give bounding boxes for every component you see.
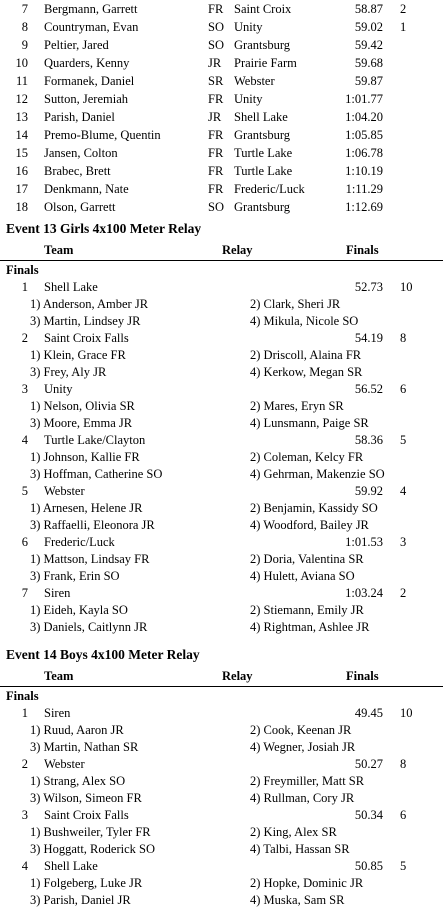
finals-time: 52.73	[354, 280, 383, 294]
relay-legs-row	[0, 773, 443, 790]
place: 8	[21, 20, 28, 34]
individual-results	[0, 0, 443, 216]
relay-leg: 1) Johnson, Kallie FR	[30, 450, 140, 464]
finals-time: 49.45	[354, 706, 383, 720]
athlete-name: Formanek, Daniel	[44, 74, 135, 88]
column-header	[0, 666, 443, 687]
team-name: Turtle Lake/Clayton	[44, 433, 146, 447]
points: 4	[400, 484, 407, 498]
points: 1	[400, 20, 407, 34]
relay-leg: 3) Hoggatt, Roderick SO	[30, 842, 155, 856]
team-name: Saint Croix Falls	[44, 331, 129, 345]
relay-leg: 2) Freymiller, Matt SR	[250, 774, 365, 788]
athlete-name: Bergmann, Garrett	[44, 2, 138, 16]
relay-leg: 4) Muska, Sam SR	[250, 893, 345, 907]
header-finals: Finals	[346, 669, 379, 683]
finals-time: 1:12.69	[345, 200, 383, 214]
relay-leg: 1) Strang, Alex SO	[30, 774, 126, 788]
result-row	[0, 72, 443, 90]
points: 3	[400, 535, 407, 549]
team-name: Siren	[44, 586, 71, 600]
relay-leg: 4) Mikula, Nicole SO	[250, 314, 359, 328]
relay-leg: 2) Mares, Eryn SR	[250, 399, 344, 413]
relay-leg: 4) Hulett, Aviana SO	[250, 569, 355, 583]
header-team: Team	[44, 243, 74, 257]
finals-time: 1:04.20	[345, 110, 383, 124]
place: 5	[21, 484, 28, 498]
section-label: Finals	[6, 689, 39, 703]
finals-time: 58.36	[354, 433, 383, 447]
finals-time: 50.85	[354, 859, 383, 873]
points: 2	[400, 586, 407, 600]
result-row	[0, 18, 443, 36]
result-row	[0, 180, 443, 198]
relay-leg: 4) Rightman, Ashlee JR	[250, 620, 370, 634]
relay-team-row	[0, 585, 443, 602]
relay-team-row	[0, 432, 443, 449]
athlete-name: Quarders, Kenny	[44, 56, 130, 70]
relay-leg: 4) Lunsmann, Paige SR	[250, 416, 369, 430]
place: 15	[15, 146, 28, 160]
team-name: Siren	[44, 706, 71, 720]
relay-leg: 2) Clark, Sheri JR	[250, 297, 341, 311]
school: Shell Lake	[234, 110, 288, 124]
relay-leg: 1) Folgeberg, Luke JR	[30, 876, 143, 890]
athlete-name: Premo-Blume, Quentin	[44, 128, 161, 142]
school: Frederic/Luck	[234, 182, 305, 196]
result-row	[0, 0, 443, 18]
relay-team-row	[0, 330, 443, 347]
finals-time: 56.52	[354, 382, 383, 396]
relay-team-row	[0, 483, 443, 500]
section-label: Finals	[6, 263, 39, 277]
relay-leg: 1) Eideh, Kayla SO	[30, 603, 128, 617]
finals-time: 59.92	[354, 484, 383, 498]
relay-leg: 1) Ruud, Aaron JR	[30, 723, 124, 737]
place: 4	[21, 859, 28, 873]
points: 5	[400, 859, 407, 873]
relay-leg: 4) Wegner, Josiah JR	[250, 740, 356, 754]
place: 1	[21, 280, 28, 294]
place: 11	[15, 74, 28, 88]
relay-leg: 1) Arnesen, Helene JR	[30, 501, 143, 515]
place: 3	[21, 382, 28, 396]
relay-leg: 3) Wilson, Simeon FR	[30, 791, 142, 805]
result-row	[0, 108, 443, 126]
header-relay: Relay	[222, 669, 253, 683]
relay-legs-row	[0, 313, 443, 330]
relay-leg: 3) Frank, Erin SO	[30, 569, 120, 583]
place: 4	[21, 433, 28, 447]
school: Turtle Lake	[234, 146, 293, 160]
relay-leg: 2) King, Alex SR	[250, 825, 337, 839]
points: 6	[400, 382, 407, 396]
athlete-year: FR	[208, 2, 224, 16]
finals-time: 1:03.24	[345, 586, 383, 600]
school: Unity	[234, 92, 263, 106]
relay-legs-row	[0, 466, 443, 483]
relay-legs-row	[0, 568, 443, 585]
relay-legs-row	[0, 551, 443, 568]
finals-time: 58.87	[354, 2, 383, 16]
relay-legs-row	[0, 500, 443, 517]
place: 3	[21, 808, 28, 822]
relay-team-row	[0, 279, 443, 296]
relay-leg: 4) Talbi, Hassan SR	[250, 842, 350, 856]
finals-time: 1:11.29	[345, 182, 383, 196]
place: 12	[15, 92, 28, 106]
athlete-year: JR	[208, 110, 222, 124]
place: 13	[15, 110, 28, 124]
relay-leg: 2) Stiemann, Emily JR	[250, 603, 364, 617]
team-name: Frederic/Luck	[44, 535, 115, 549]
result-row	[0, 36, 443, 54]
relay-legs-row	[0, 892, 443, 909]
athlete-year: SR	[208, 74, 224, 88]
relay-leg: 3) Daniels, Caitlynn JR	[30, 620, 148, 634]
place: 1	[21, 706, 28, 720]
relay-legs-row	[0, 619, 443, 636]
relay-leg: 2) Hopke, Dominic JR	[250, 876, 364, 890]
result-row	[0, 162, 443, 180]
school: Grantsburg	[234, 128, 291, 142]
relay-leg: 4) Gehrman, Makenzie SO	[250, 467, 385, 481]
result-row	[0, 126, 443, 144]
relay-team-row	[0, 807, 443, 824]
school: Saint Croix	[234, 2, 292, 16]
points: 10	[400, 280, 413, 294]
header-relay: Relay	[222, 243, 253, 257]
athlete-year: SO	[208, 200, 224, 214]
finals-time: 59.68	[354, 56, 383, 70]
relay-leg: 3) Moore, Emma JR	[30, 416, 133, 430]
relay-leg: 4) Rullman, Cory JR	[250, 791, 355, 805]
athlete-name: Olson, Garrett	[44, 200, 116, 214]
finals-time: 54.19	[354, 331, 383, 345]
finals-time: 1:10.19	[345, 164, 383, 178]
points: 8	[400, 757, 407, 771]
relay-legs-row	[0, 398, 443, 415]
athlete-year: JR	[208, 56, 222, 70]
relay-leg: 1) Klein, Grace FR	[30, 348, 126, 362]
event-section	[0, 218, 443, 636]
relay-team-row	[0, 381, 443, 398]
athlete-year: FR	[208, 92, 224, 106]
team-name: Shell Lake	[44, 280, 98, 294]
relay-leg: 3) Martin, Lindsey JR	[30, 314, 141, 328]
finals-time: 59.87	[354, 74, 383, 88]
place: 2	[21, 757, 28, 771]
place: 6	[21, 535, 28, 549]
place: 14	[15, 128, 28, 142]
result-row	[0, 54, 443, 72]
athlete-name: Parish, Daniel	[44, 110, 115, 124]
points: 5	[400, 433, 407, 447]
relay-team-row	[0, 705, 443, 722]
header-team: Team	[44, 669, 74, 683]
relay-legs-row	[0, 364, 443, 381]
relay-legs-row	[0, 347, 443, 364]
place: 7	[21, 2, 28, 16]
relay-leg: 1) Mattson, Lindsay FR	[30, 552, 150, 566]
relay-legs-row	[0, 875, 443, 892]
athlete-name: Denkmann, Nate	[44, 182, 129, 196]
relay-legs-row	[0, 449, 443, 466]
athlete-year: FR	[208, 146, 224, 160]
athlete-year: SO	[208, 20, 224, 34]
school: Prairie Farm	[234, 56, 297, 70]
relay-legs-row	[0, 602, 443, 619]
school: Grantsburg	[234, 38, 291, 52]
relay-leg: 2) Coleman, Kelcy FR	[250, 450, 364, 464]
place: 2	[21, 331, 28, 345]
points: 2	[400, 2, 407, 16]
result-row	[0, 90, 443, 108]
finals-time: 59.42	[354, 38, 383, 52]
relay-leg: 4) Kerkow, Megan SR	[250, 365, 363, 379]
place: 17	[15, 182, 28, 196]
header-finals: Finals	[346, 243, 379, 257]
points: 6	[400, 808, 407, 822]
relay-legs-row	[0, 790, 443, 807]
points: 8	[400, 331, 407, 345]
relay-legs-row	[0, 415, 443, 432]
finals-time: 1:06.78	[345, 146, 383, 160]
athlete-year: SO	[208, 38, 224, 52]
relay-leg: 3) Frey, Aly JR	[30, 365, 107, 379]
relay-leg: 2) Driscoll, Alaina FR	[250, 348, 362, 362]
result-row	[0, 198, 443, 216]
relay-legs-row	[0, 739, 443, 756]
finals-time: 1:05.85	[345, 128, 383, 142]
relay-leg: 1) Anderson, Amber JR	[30, 297, 149, 311]
event-title: Event 13 Girls 4x100 Meter Relay	[6, 221, 202, 236]
relay-leg: 3) Parish, Daniel JR	[30, 893, 131, 907]
relay-team-row	[0, 756, 443, 773]
athlete-name: Jansen, Colton	[44, 146, 118, 160]
relay-team-row	[0, 534, 443, 551]
event-title: Event 14 Boys 4x100 Meter Relay	[6, 647, 200, 662]
relay-leg: 3) Hoffman, Catherine SO	[30, 467, 163, 481]
school: Grantsburg	[234, 200, 291, 214]
athlete-name: Countryman, Evan	[44, 20, 139, 34]
relay-leg: 3) Raffaelli, Eleonora JR	[30, 518, 155, 532]
athlete-year: FR	[208, 128, 224, 142]
team-name: Unity	[44, 382, 73, 396]
athlete-name: Brabec, Brett	[44, 164, 111, 178]
column-header	[0, 240, 443, 261]
points: 10	[400, 706, 413, 720]
place: 9	[21, 38, 28, 52]
relay-leg: 2) Doria, Valentina SR	[250, 552, 364, 566]
event-section	[0, 644, 443, 909]
team-name: Shell Lake	[44, 859, 98, 873]
school: Webster	[234, 74, 275, 88]
relay-leg: 3) Martin, Nathan SR	[30, 740, 139, 754]
relay-legs-row	[0, 824, 443, 841]
relay-leg: 2) Cook, Keenan JR	[250, 723, 352, 737]
place: 16	[15, 164, 28, 178]
athlete-name: Peltier, Jared	[44, 38, 109, 52]
finals-time: 1:01.77	[345, 92, 383, 106]
relay-leg: 1) Bushweiler, Tyler FR	[30, 825, 151, 839]
relay-team-row	[0, 858, 443, 875]
athlete-year: FR	[208, 164, 224, 178]
athlete-name: Sutton, Jeremiah	[44, 92, 129, 106]
finals-time: 59.02	[354, 20, 383, 34]
finals-time: 1:01.53	[345, 535, 383, 549]
relay-legs-row	[0, 722, 443, 739]
finals-time: 50.27	[354, 757, 383, 771]
place: 10	[15, 56, 28, 70]
place: 18	[15, 200, 28, 214]
finals-time: 50.34	[354, 808, 383, 822]
relay-legs-row	[0, 841, 443, 858]
relay-legs-row	[0, 296, 443, 313]
relay-leg: 2) Benjamin, Kassidy SO	[250, 501, 378, 515]
school: Unity	[234, 20, 263, 34]
relay-leg: 4) Woodford, Bailey JR	[250, 518, 369, 532]
team-name: Webster	[44, 484, 85, 498]
relay-leg: 1) Nelson, Olivia SR	[30, 399, 135, 413]
team-name: Webster	[44, 757, 85, 771]
relay-legs-row	[0, 517, 443, 534]
team-name: Saint Croix Falls	[44, 808, 129, 822]
athlete-year: FR	[208, 182, 224, 196]
result-row	[0, 144, 443, 162]
relay-events	[0, 218, 443, 909]
school: Turtle Lake	[234, 164, 293, 178]
place: 7	[21, 586, 28, 600]
